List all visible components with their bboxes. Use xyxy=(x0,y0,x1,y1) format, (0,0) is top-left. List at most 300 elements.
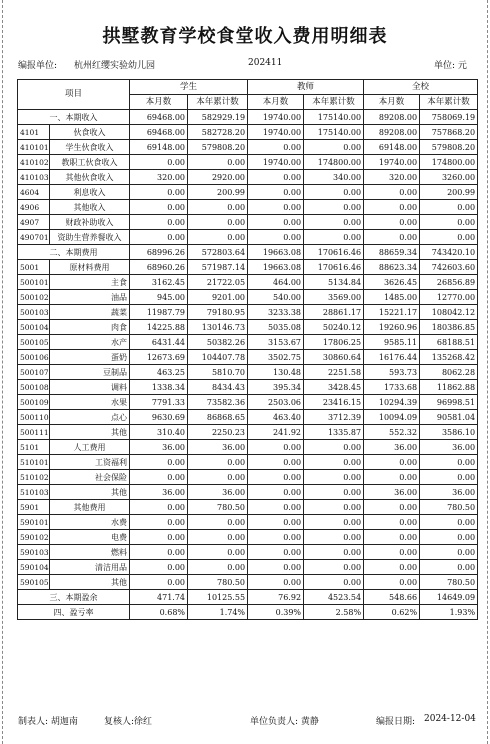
row-value: 582929.19 xyxy=(188,110,248,125)
reviewer: 复核人:徐红 xyxy=(104,717,153,727)
row-value: 36.00 xyxy=(188,440,248,455)
row-value: 0.00 xyxy=(304,185,364,200)
row-value: 3626.45 xyxy=(364,275,420,290)
row-value: 0.00 xyxy=(130,230,188,245)
row-value: 0.00 xyxy=(364,530,420,545)
unit-name: 杭州红缨实验幼儿园 xyxy=(74,61,156,71)
row-value: 0.00 xyxy=(130,185,188,200)
row-value: 200.99 xyxy=(188,185,248,200)
row-value: 3502.75 xyxy=(248,350,304,365)
row-item-name: 水产 xyxy=(50,335,130,350)
row-value: 572803.64 xyxy=(188,245,248,260)
left-dashed-border xyxy=(2,0,3,744)
row-value: 0.00 xyxy=(364,545,420,560)
row-value: 3586.10 xyxy=(420,425,478,440)
row-value: 30860.64 xyxy=(304,350,364,365)
row-value: 19740.00 xyxy=(364,155,420,170)
row-value: 1485.00 xyxy=(364,290,420,305)
row-item-name: 学生伙食收入 xyxy=(50,140,130,155)
row-value: 0.00 xyxy=(130,530,188,545)
row-value: 3712.39 xyxy=(304,410,364,425)
report-meta xyxy=(18,58,478,70)
row-value: 0.39% xyxy=(248,605,304,620)
row-value: 0.00 xyxy=(420,545,478,560)
row-item-code: 500105 xyxy=(18,335,50,350)
row-item-code: 590101 xyxy=(18,515,50,530)
currency-unit: 单位: 元 xyxy=(434,61,467,71)
row-value: 10094.09 xyxy=(364,410,420,425)
row-value: 0.00 xyxy=(130,455,188,470)
row-item-name: 油品 xyxy=(50,290,130,305)
page-title: 拱墅教育学校食堂收入费用明细表 xyxy=(102,26,388,47)
row-item-name: 财政补助收入 xyxy=(50,215,130,230)
row-value: 0.00 xyxy=(130,575,188,590)
header-month: 本月数 xyxy=(364,95,420,110)
row-value: 0.00 xyxy=(364,230,420,245)
row-value: 3260.00 xyxy=(420,170,478,185)
header-month: 本月数 xyxy=(130,95,188,110)
row-item-name: 其他伙食收入 xyxy=(50,170,130,185)
table-header xyxy=(18,80,478,110)
row-value: 0.00 xyxy=(304,515,364,530)
row-value: 0.00 xyxy=(248,200,304,215)
row-value: 174800.00 xyxy=(420,155,478,170)
row-item-code: 4906 xyxy=(18,200,50,215)
row-value: 12770.00 xyxy=(420,290,478,305)
row-value: 1338.34 xyxy=(130,380,188,395)
row-item-name: 蛋奶 xyxy=(50,350,130,365)
row-value: 1.93% xyxy=(420,605,478,620)
unit-manager: 单位负责人: 黄静 xyxy=(250,717,319,727)
row-value: 2920.00 xyxy=(188,170,248,185)
row-value: 36.00 xyxy=(188,485,248,500)
row-value: 0.00 xyxy=(364,500,420,515)
row-value: 0.00 xyxy=(188,545,248,560)
row-value: 582728.20 xyxy=(188,125,248,140)
row-value: 8062.28 xyxy=(420,365,478,380)
row-value: 0.62% xyxy=(364,605,420,620)
row-item-name: 一、本期收入 xyxy=(18,110,130,125)
report-date-label: 编报日期: xyxy=(376,717,416,727)
row-value: 5134.84 xyxy=(304,275,364,290)
table-row xyxy=(18,440,478,455)
row-value: 68960.26 xyxy=(130,260,188,275)
header-ytd: 本年累计数 xyxy=(188,95,248,110)
row-value: 3428.45 xyxy=(304,380,364,395)
row-value: 0.00 xyxy=(420,560,478,575)
row-item-code: 590103 xyxy=(18,545,50,560)
row-item-name: 豆制品 xyxy=(50,365,130,380)
row-value: 36.00 xyxy=(364,485,420,500)
row-value: 0.00 xyxy=(420,515,478,530)
row-item-code: 510103 xyxy=(18,485,50,500)
table-row xyxy=(18,185,478,200)
table-row xyxy=(18,395,478,410)
header-ytd: 本年累计数 xyxy=(420,95,478,110)
row-value: 0.00 xyxy=(304,545,364,560)
row-item-code: 500104 xyxy=(18,320,50,335)
row-value: 36.00 xyxy=(130,440,188,455)
row-value: 463.40 xyxy=(248,410,304,425)
row-value: 0.00 xyxy=(364,200,420,215)
row-value: 2251.58 xyxy=(304,365,364,380)
table-body xyxy=(18,110,478,620)
row-value: 593.73 xyxy=(364,365,420,380)
row-value: 540.00 xyxy=(248,290,304,305)
row-value: 780.50 xyxy=(420,575,478,590)
row-item-code: 590102 xyxy=(18,530,50,545)
row-item-name: 主食 xyxy=(50,275,130,290)
row-value: 50382.26 xyxy=(188,335,248,350)
table-row xyxy=(18,215,478,230)
row-value: 0.00 xyxy=(248,440,304,455)
row-value: 0.00 xyxy=(188,515,248,530)
row-value: 0.00 xyxy=(304,470,364,485)
row-value: 0.00 xyxy=(248,215,304,230)
row-item-name: 调料 xyxy=(50,380,130,395)
row-value: 0.00 xyxy=(130,470,188,485)
row-value: 340.00 xyxy=(304,170,364,185)
row-value: 16176.44 xyxy=(364,350,420,365)
row-value: 395.34 xyxy=(248,380,304,395)
row-value: 0.00 xyxy=(248,185,304,200)
header-group-teacher: 教师 xyxy=(248,80,364,95)
row-value: 1335.87 xyxy=(304,425,364,440)
row-value: 0.00 xyxy=(248,515,304,530)
row-value: 0.00 xyxy=(304,560,364,575)
row-item-code: 410101 xyxy=(18,140,50,155)
row-value: 0.00 xyxy=(188,530,248,545)
row-value: 0.00 xyxy=(364,575,420,590)
row-value: 8434.43 xyxy=(188,380,248,395)
table-row xyxy=(18,275,478,290)
row-item-code: 500106 xyxy=(18,350,50,365)
row-item-code: 590104 xyxy=(18,560,50,575)
row-value: 0.00 xyxy=(364,515,420,530)
right-dashed-border xyxy=(487,0,488,744)
row-value: 174800.00 xyxy=(304,155,364,170)
row-item-code: 590105 xyxy=(18,575,50,590)
row-value: 0.00 xyxy=(364,185,420,200)
row-value: 200.99 xyxy=(420,185,478,200)
row-value: 0.00 xyxy=(188,470,248,485)
row-value: 0.00 xyxy=(248,230,304,245)
row-value: 0.00 xyxy=(130,500,188,515)
header-group-school: 全校 xyxy=(364,80,478,95)
table-row xyxy=(18,365,478,380)
row-value: 6431.44 xyxy=(130,335,188,350)
row-value: 0.00 xyxy=(188,455,248,470)
table-row xyxy=(18,410,478,425)
row-item-code: 500103 xyxy=(18,305,50,320)
row-value: 548.66 xyxy=(364,590,420,605)
row-value: 0.00 xyxy=(188,200,248,215)
row-value: 19740.00 xyxy=(248,125,304,140)
row-value: 1.74% xyxy=(188,605,248,620)
row-item-name: 电费 xyxy=(50,530,130,545)
table-row xyxy=(18,290,478,305)
row-value: 0.00 xyxy=(130,200,188,215)
row-value: 0.00 xyxy=(420,215,478,230)
row-value: 0.00 xyxy=(248,500,304,515)
row-value: 11987.79 xyxy=(130,305,188,320)
row-item-code: 410103 xyxy=(18,170,50,185)
table-row xyxy=(18,575,478,590)
row-value: 0.00 xyxy=(304,500,364,515)
row-value: 19740.00 xyxy=(248,110,304,125)
row-item-name: 二、本期费用 xyxy=(18,245,130,260)
row-value: 0.00 xyxy=(248,545,304,560)
row-value: 310.40 xyxy=(130,425,188,440)
row-value: 89208.00 xyxy=(364,125,420,140)
row-value: 14225.88 xyxy=(130,320,188,335)
row-item-code: 500101 xyxy=(18,275,50,290)
row-item-name: 其他 xyxy=(50,425,130,440)
row-value: 108042.12 xyxy=(420,305,478,320)
row-item-code: 4604 xyxy=(18,185,50,200)
row-value: 69148.00 xyxy=(130,140,188,155)
row-value: 19663.08 xyxy=(248,260,304,275)
row-value: 88623.34 xyxy=(364,260,420,275)
row-value: 14649.09 xyxy=(420,590,478,605)
row-value: 0.00 xyxy=(364,560,420,575)
row-value: 0.00 xyxy=(304,485,364,500)
row-value: 0.00 xyxy=(420,200,478,215)
row-value: 2503.06 xyxy=(248,395,304,410)
row-value: 15221.17 xyxy=(364,305,420,320)
row-value: 2250.23 xyxy=(188,425,248,440)
row-item-name: 资助生营养餐收入 xyxy=(50,230,130,245)
row-item-name: 水费 xyxy=(50,515,130,530)
table-row xyxy=(18,110,478,125)
row-value: 780.50 xyxy=(188,575,248,590)
row-value: 757868.20 xyxy=(420,125,478,140)
row-value: 2.58% xyxy=(304,605,364,620)
row-item-code: 490701 xyxy=(18,230,50,245)
row-value: 0.00 xyxy=(304,215,364,230)
row-item-name: 其他收入 xyxy=(50,200,130,215)
row-item-code: 500108 xyxy=(18,380,50,395)
table-row xyxy=(18,260,478,275)
header-ytd: 本年累计数 xyxy=(304,95,364,110)
row-value: 0.00 xyxy=(364,215,420,230)
row-value: 104407.78 xyxy=(188,350,248,365)
row-value: 1733.68 xyxy=(364,380,420,395)
row-value: 0.00 xyxy=(130,155,188,170)
table-row xyxy=(18,320,478,335)
row-value: 19740.00 xyxy=(248,155,304,170)
row-value: 26856.89 xyxy=(420,275,478,290)
row-value: 743420.10 xyxy=(420,245,478,260)
row-value: 0.00 xyxy=(188,560,248,575)
table-row xyxy=(18,425,478,440)
row-value: 0.00 xyxy=(188,230,248,245)
row-value: 0.00 xyxy=(304,140,364,155)
report-period: 202411 xyxy=(248,58,283,68)
row-value: 36.00 xyxy=(130,485,188,500)
row-value: 5035.08 xyxy=(248,320,304,335)
row-value: 180386.85 xyxy=(420,320,478,335)
row-value: 0.00 xyxy=(130,560,188,575)
row-value: 79180.95 xyxy=(188,305,248,320)
row-value: 170616.46 xyxy=(304,245,364,260)
table-row xyxy=(18,305,478,320)
row-item-code: 500111 xyxy=(18,425,50,440)
table-row xyxy=(18,140,478,155)
row-value: 0.68% xyxy=(130,605,188,620)
row-value: 0.00 xyxy=(420,530,478,545)
row-value: 17806.25 xyxy=(304,335,364,350)
table-row xyxy=(18,560,478,575)
row-value: 0.00 xyxy=(304,530,364,545)
row-value: 90581.04 xyxy=(420,410,478,425)
row-value: 579808.20 xyxy=(188,140,248,155)
row-value: 11862.88 xyxy=(420,380,478,395)
row-value: 36.00 xyxy=(420,485,478,500)
row-item-code: 500102 xyxy=(18,290,50,305)
row-value: 12673.69 xyxy=(130,350,188,365)
row-item-code: 510102 xyxy=(18,470,50,485)
table-row xyxy=(18,470,478,485)
row-value: 780.50 xyxy=(420,500,478,515)
table-row xyxy=(18,590,478,605)
row-value: 0.00 xyxy=(304,230,364,245)
row-item-name: 其他 xyxy=(50,575,130,590)
row-value: 241.92 xyxy=(248,425,304,440)
row-value: 175140.00 xyxy=(304,125,364,140)
row-value: 0.00 xyxy=(130,545,188,560)
table-row xyxy=(18,155,478,170)
row-item-code: 410102 xyxy=(18,155,50,170)
row-item-code: 5101 xyxy=(18,440,50,455)
row-value: 0.00 xyxy=(420,470,478,485)
row-value: 130146.73 xyxy=(188,320,248,335)
row-value: 7791.33 xyxy=(130,395,188,410)
row-item-code: 500110 xyxy=(18,410,50,425)
row-item-name: 利息收入 xyxy=(50,185,130,200)
row-value: 170616.46 xyxy=(304,260,364,275)
row-value: 571987.14 xyxy=(188,260,248,275)
row-item-name: 工资福利 xyxy=(50,455,130,470)
row-value: 552.32 xyxy=(364,425,420,440)
statement-table xyxy=(17,79,478,620)
row-item-name: 清洁用品 xyxy=(50,560,130,575)
row-item-code: 5001 xyxy=(18,260,50,275)
row-value: 76.92 xyxy=(248,590,304,605)
row-value: 3233.38 xyxy=(248,305,304,320)
row-item-name: 教职工伙食收入 xyxy=(50,155,130,170)
row-value: 742603.60 xyxy=(420,260,478,275)
row-value: 945.00 xyxy=(130,290,188,305)
row-item-name: 四、盈亏率 xyxy=(18,605,130,620)
row-value: 0.00 xyxy=(188,155,248,170)
row-value: 5810.70 xyxy=(188,365,248,380)
row-item-name: 水果 xyxy=(50,395,130,410)
row-item-name: 社会保险 xyxy=(50,470,130,485)
row-value: 471.74 xyxy=(130,590,188,605)
row-item-name: 伙食收入 xyxy=(50,125,130,140)
row-value: 0.00 xyxy=(420,230,478,245)
row-value: 0.00 xyxy=(248,455,304,470)
row-value: 88659.34 xyxy=(364,245,420,260)
table-row xyxy=(18,455,478,470)
row-value: 9630.69 xyxy=(130,410,188,425)
row-value: 0.00 xyxy=(304,455,364,470)
row-value: 28861.17 xyxy=(304,305,364,320)
row-value: 73582.36 xyxy=(188,395,248,410)
row-item-code: 500109 xyxy=(18,395,50,410)
row-value: 0.00 xyxy=(130,515,188,530)
table-row xyxy=(18,500,478,515)
row-value: 780.50 xyxy=(188,500,248,515)
header-month: 本月数 xyxy=(248,95,304,110)
row-value: 9201.00 xyxy=(188,290,248,305)
row-item-name: 肉食 xyxy=(50,320,130,335)
row-item-code: 4101 xyxy=(18,125,50,140)
table-row xyxy=(18,530,478,545)
row-item-name: 原材料费用 xyxy=(50,260,130,275)
row-value: 0.00 xyxy=(364,455,420,470)
row-value: 0.00 xyxy=(248,560,304,575)
row-value: 19260.96 xyxy=(364,320,420,335)
unit-label: 编报单位: xyxy=(18,61,58,71)
row-value: 0.00 xyxy=(248,485,304,500)
row-value: 89208.00 xyxy=(364,110,420,125)
row-value: 10294.39 xyxy=(364,395,420,410)
row-value: 0.00 xyxy=(248,575,304,590)
row-value: 69148.00 xyxy=(364,140,420,155)
row-value: 3569.00 xyxy=(304,290,364,305)
row-value: 69468.00 xyxy=(130,125,188,140)
row-value: 50240.12 xyxy=(304,320,364,335)
row-item-code: 510101 xyxy=(18,455,50,470)
row-value: 0.00 xyxy=(304,575,364,590)
row-value: 0.00 xyxy=(420,455,478,470)
row-value: 320.00 xyxy=(130,170,188,185)
row-item-name: 三、本期盈余 xyxy=(18,590,130,605)
row-item-name: 燃料 xyxy=(50,545,130,560)
row-value: 86868.65 xyxy=(188,410,248,425)
table-row xyxy=(18,380,478,395)
row-value: 4523.54 xyxy=(304,590,364,605)
row-item-code: 4907 xyxy=(18,215,50,230)
header-group-student: 学生 xyxy=(130,80,248,95)
table-row xyxy=(18,350,478,365)
table-row xyxy=(18,545,478,560)
row-value: 0.00 xyxy=(248,170,304,185)
table-row xyxy=(18,515,478,530)
row-value: 135268.42 xyxy=(420,350,478,365)
row-item-name: 其他费用 xyxy=(50,500,130,515)
table-row xyxy=(18,125,478,140)
row-item-name: 其他 xyxy=(50,485,130,500)
row-value: 68996.26 xyxy=(130,245,188,260)
report-date: 2024-12-04 xyxy=(424,714,476,724)
row-value: 0.00 xyxy=(248,530,304,545)
report-footer xyxy=(18,714,488,726)
row-value: 0.00 xyxy=(304,200,364,215)
row-item-name: 点心 xyxy=(50,410,130,425)
row-value: 10125.55 xyxy=(188,590,248,605)
table-row xyxy=(18,335,478,350)
row-value: 463.25 xyxy=(130,365,188,380)
header-item: 项目 xyxy=(18,80,130,110)
row-item-name: 人工费用 xyxy=(50,440,130,455)
row-value: 3162.45 xyxy=(130,275,188,290)
table-row xyxy=(18,200,478,215)
row-value: 464.00 xyxy=(248,275,304,290)
row-value: 19663.08 xyxy=(248,245,304,260)
